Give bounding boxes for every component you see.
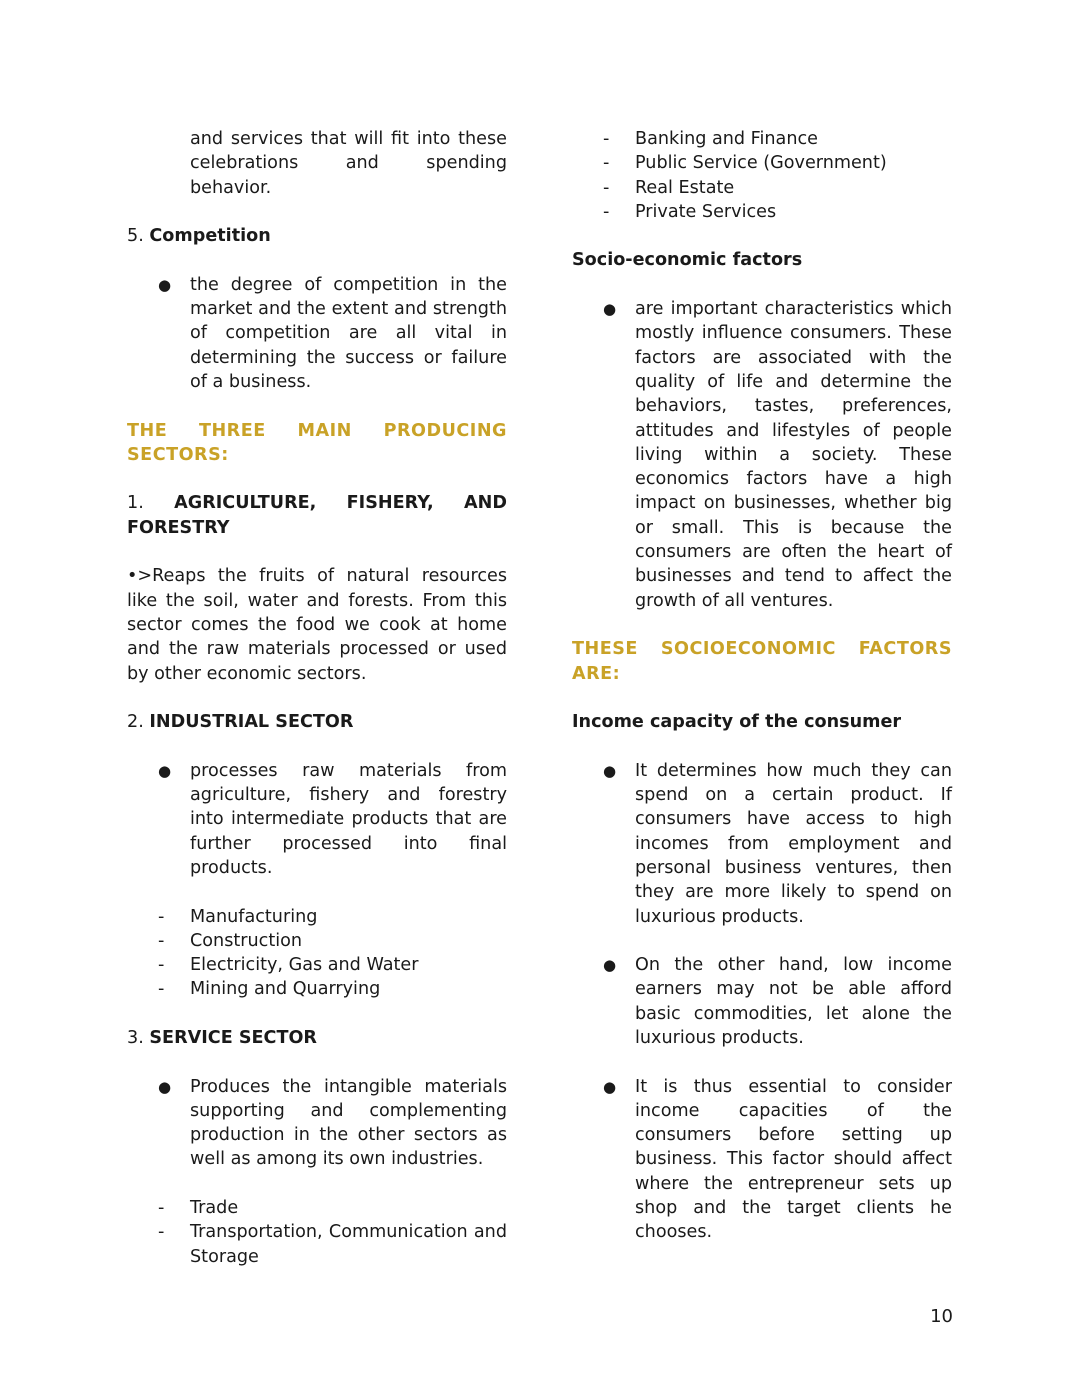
service-heading: 3. SERVICE SECTOR — [127, 1027, 317, 1048]
list-item: ● On the other hand, low income earners may not be able afford basic commodities, let alone the luxurious products. — [572, 953, 952, 1050]
industrial-subsectors — [127, 905, 507, 1002]
list-item: ● the degree of competition in the market and the extent and strength of competition are all vital in determining the success or failure of a business. — [127, 273, 507, 394]
list-item: - Manufacturing — [127, 905, 507, 929]
list-item: ● processes raw materials from agriculture, fishery and forestry into intermediate products that are further processed into final products. — [127, 759, 507, 880]
list-item: - Real Estate — [572, 176, 952, 200]
list-item: ● It is thus essential to consider income capacities of the consumers before setting up business. This factor should affect where the entrepreneur sets up shop and the target clients he chooses. — [572, 1075, 952, 1245]
list-item: - Transportation, Communication and Storage — [127, 1220, 507, 1269]
competition-list — [127, 273, 507, 394]
list-item: - Mining and Quarrying — [127, 977, 507, 1001]
socio-economic-heading: Socio-economic factors — [572, 250, 803, 271]
continuation-text: and services that will fit into these celebrations and spending behavior. — [190, 129, 507, 198]
agriculture-text: •>Reaps the fruits of natural resources like the soil, water and forests. From this sector comes the food we cook at home and the raw materials processed or used by other economic sectors. — [127, 566, 507, 684]
list-item: - Private Services — [572, 200, 952, 224]
right-column — [572, 127, 952, 1245]
list-item: ● It determines how much they can spend on a certain product. If consumers have access to high incomes from employment and personal business ventures, then they are more likely to spend on luxurious products. — [572, 759, 952, 929]
service-subsectors — [127, 1196, 507, 1269]
agriculture-heading: 1. AGRICULTURE, FISHERY, AND FORESTRY — [127, 493, 507, 538]
list-item: - Banking and Finance — [572, 127, 952, 151]
service-subsectors-continued — [572, 127, 952, 224]
income-list — [572, 759, 952, 1245]
list-item: - Electricity, Gas and Water — [127, 953, 507, 977]
factors-heading: THESE SOCIOECONOMIC FACTORS ARE: — [572, 639, 952, 684]
income-heading: Income capacity of the consumer — [572, 712, 902, 733]
service-list — [127, 1075, 507, 1172]
list-item: - Construction — [127, 929, 507, 953]
page-number: 10 — [930, 1306, 953, 1327]
industrial-list — [127, 759, 507, 880]
competition-heading: 5. Competition — [127, 226, 271, 247]
list-item: - Trade — [127, 1196, 507, 1220]
industrial-heading: 2. INDUSTRIAL SECTOR — [127, 712, 354, 733]
left-column — [127, 127, 507, 1269]
list-item: ● are important characteristics which mostly influence consumers. These factors are associated with the quality of life and determine the behaviors, tastes, preferences, attitudes and lifestyles of people living within a society. These economics factors have a high impact on businesses, whether big or small. This is because the consumers are often the heart of businesses and tend to affect the growth of all ventures. — [572, 297, 952, 613]
socio-economic-list — [572, 297, 952, 613]
sectors-heading: THE THREE MAIN PRODUCING SECTORS: — [127, 420, 507, 465]
list-item: - Public Service (Government) — [572, 151, 952, 175]
list-item: ● Produces the intangible materials supporting and complementing production in the other sectors as well as among its own industries. — [127, 1075, 507, 1172]
